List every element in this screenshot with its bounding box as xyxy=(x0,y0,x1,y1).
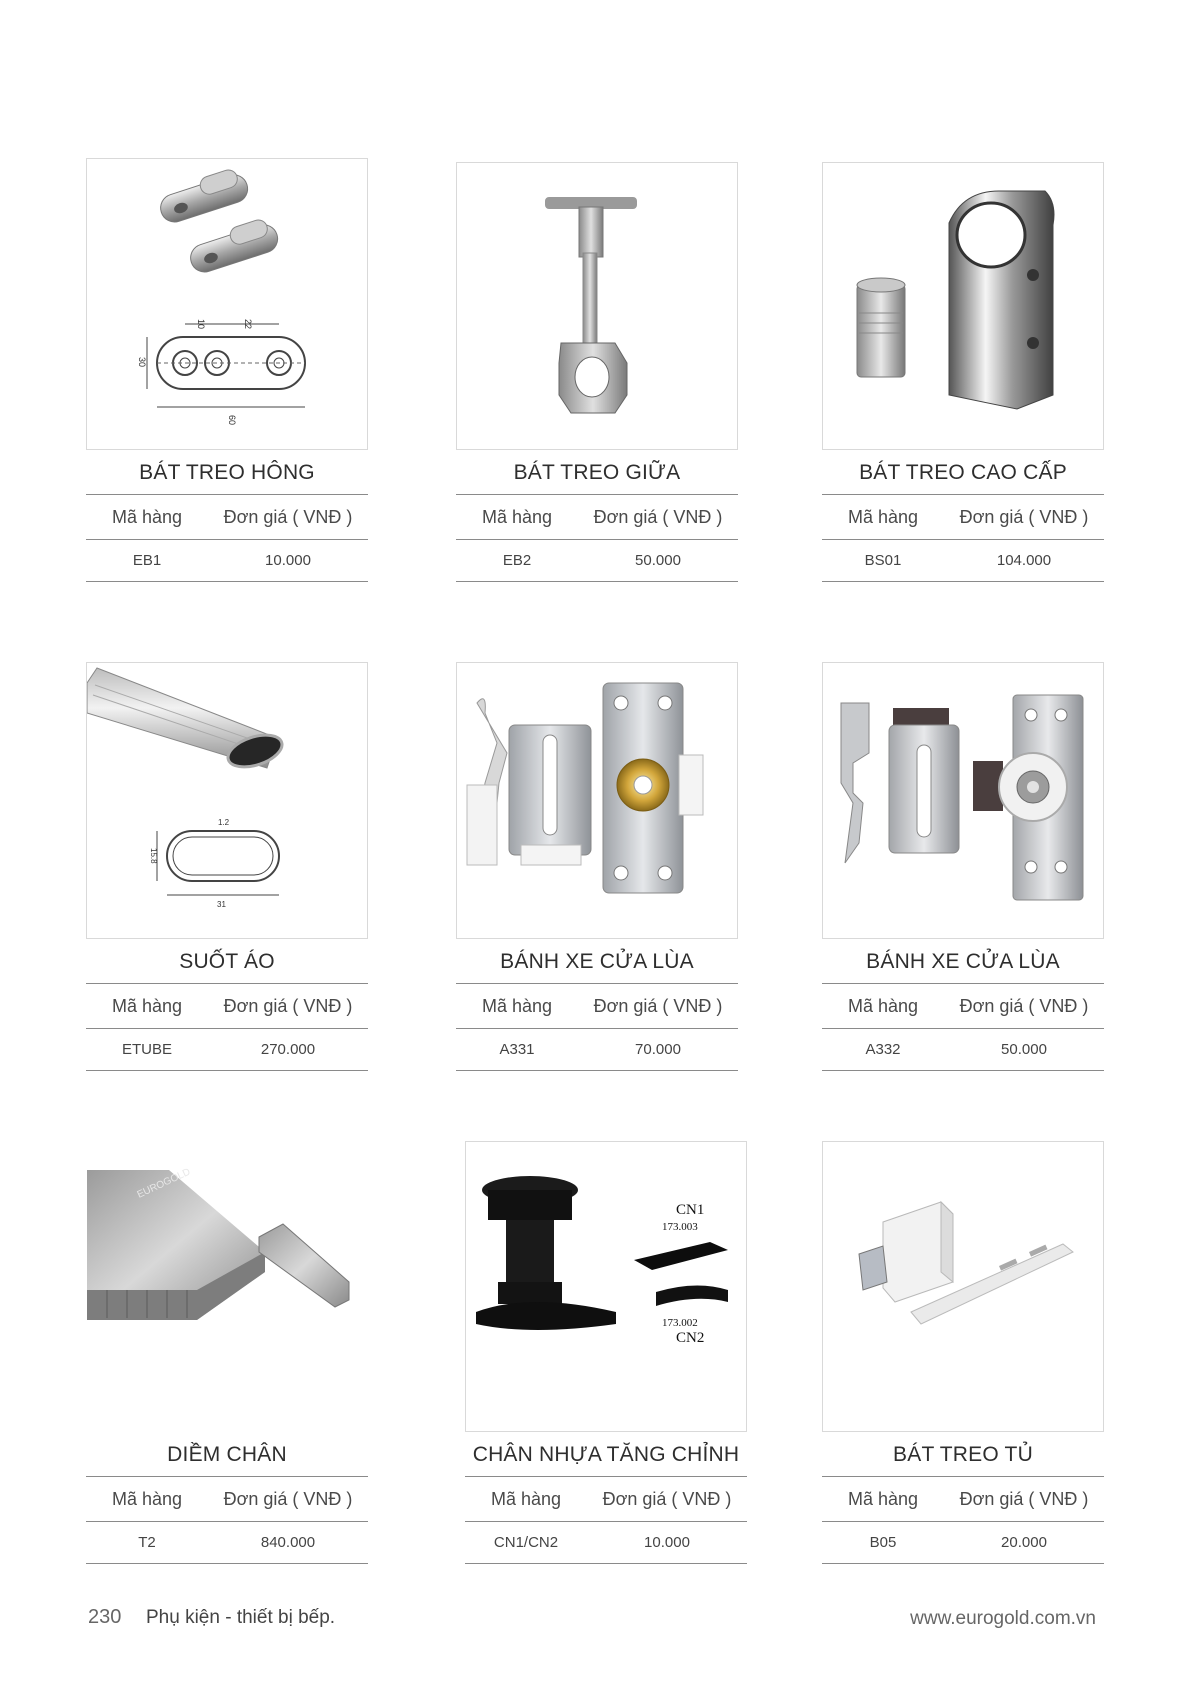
product-code: T2 xyxy=(138,1534,156,1551)
dimension-label: 15.8 xyxy=(149,848,158,864)
product-image xyxy=(822,1141,1104,1432)
roller-icon xyxy=(823,663,1103,938)
product-card xyxy=(465,1141,747,1564)
plastic-leg-icon xyxy=(466,1142,746,1431)
product-card xyxy=(86,1141,368,1564)
oval-tube-icon xyxy=(87,663,367,938)
table-header xyxy=(465,1477,747,1522)
price-column-header: Đơn giá ( VNĐ ) xyxy=(223,1489,353,1509)
table-row xyxy=(86,1522,368,1564)
code-column-header: Mã hàng xyxy=(111,1489,183,1509)
plinth-panel-icon xyxy=(87,1142,367,1431)
table-row xyxy=(465,1522,747,1564)
dimension-label: 30 xyxy=(137,357,147,368)
dimension-label: 1.2 xyxy=(218,818,230,827)
product-card xyxy=(456,162,738,582)
product-name: DIỀM CHÂN xyxy=(86,1432,368,1477)
product-image xyxy=(86,158,368,450)
table-row xyxy=(822,1029,1104,1071)
product-name: BÁT TREO HÔNG xyxy=(86,450,368,495)
price-column-header: Đơn giá ( VNĐ ) xyxy=(602,1489,732,1509)
table-row xyxy=(456,1029,738,1071)
part-label-cn1: CN1 xyxy=(676,1202,705,1218)
product-name: BÁT TREO GIỮA xyxy=(456,450,738,495)
product-price: 10.000 xyxy=(644,1534,690,1551)
product-card xyxy=(822,162,1104,582)
product-card xyxy=(86,158,368,582)
price-column-header: Đơn giá ( VNĐ ) xyxy=(593,996,723,1016)
product-price: 50.000 xyxy=(1001,1041,1047,1058)
table-header xyxy=(86,984,368,1029)
watermark: EUROGOLD xyxy=(135,1166,193,1201)
cabinet-bracket-icon xyxy=(823,1142,1103,1431)
product-price: 104.000 xyxy=(996,552,1052,569)
price-column-header: Đơn giá ( VNĐ ) xyxy=(223,507,353,527)
product-image xyxy=(456,662,738,939)
product-price: 840.000 xyxy=(260,1534,316,1551)
product-code: EB1 xyxy=(132,552,162,569)
chrome-bracket-icon xyxy=(823,163,1103,449)
code-column-header: Mã hàng xyxy=(481,996,553,1016)
product-price: 10.000 xyxy=(265,552,311,569)
product-image xyxy=(822,662,1104,939)
section-title: Phụ kiện - thiết bị bếp. xyxy=(146,1607,336,1628)
product-price: 50.000 xyxy=(635,552,681,569)
product-code: EB2 xyxy=(502,552,532,569)
part-number: 173.003 xyxy=(662,1221,698,1233)
page-number: 230 xyxy=(88,1606,122,1628)
table-header xyxy=(822,495,1104,540)
product-card xyxy=(822,1141,1104,1564)
table-row xyxy=(822,540,1104,582)
product-code: B05 xyxy=(869,1534,897,1551)
product-name: BÁT TREO TỦ xyxy=(822,1432,1104,1477)
table-row xyxy=(86,540,368,582)
product-name: BÁNH XE CỬA LÙA xyxy=(456,939,738,984)
product-code: A332 xyxy=(865,1041,901,1058)
dimension-label: 31 xyxy=(217,900,226,909)
price-column-header: Đơn giá ( VNĐ ) xyxy=(593,507,723,527)
product-image xyxy=(822,162,1104,450)
product-name: BÁNH XE CỬA LÙA xyxy=(822,939,1104,984)
table-row xyxy=(456,540,738,582)
product-image xyxy=(86,662,368,939)
product-name: BÁT TREO CAO CẤP xyxy=(822,450,1104,495)
table-row xyxy=(822,1522,1104,1564)
code-column-header: Mã hàng xyxy=(111,507,183,527)
product-card xyxy=(822,662,1104,1071)
product-image xyxy=(86,1141,368,1432)
product-price: 20.000 xyxy=(1001,1534,1047,1551)
product-image xyxy=(465,1141,747,1432)
product-card xyxy=(456,662,738,1071)
product-price: 70.000 xyxy=(635,1041,681,1058)
bracket-drawing-icon xyxy=(87,159,367,449)
table-header xyxy=(822,1477,1104,1522)
price-column-header: Đơn giá ( VNĐ ) xyxy=(959,507,1089,527)
code-column-header: Mã hàng xyxy=(847,996,919,1016)
product-name: SUỐT ÁO xyxy=(86,939,368,984)
product-name: CHÂN NHỰA TĂNG CHỈNH xyxy=(465,1432,747,1477)
product-code: CN1/CN2 xyxy=(493,1534,559,1551)
code-column-header: Mã hàng xyxy=(481,507,553,527)
dimension-label: 22 xyxy=(243,319,253,330)
product-code: ETUBE xyxy=(121,1041,172,1058)
product-code: A331 xyxy=(499,1041,535,1058)
code-column-header: Mã hàng xyxy=(847,507,919,527)
product-card xyxy=(86,662,368,1071)
table-header xyxy=(456,495,738,540)
table-header xyxy=(86,1477,368,1522)
price-column-header: Đơn giá ( VNĐ ) xyxy=(223,996,353,1016)
table-header xyxy=(456,984,738,1029)
code-column-header: Mã hàng xyxy=(847,1489,919,1509)
part-number: 173.002 xyxy=(662,1317,698,1329)
dimension-label: 10 xyxy=(196,319,206,330)
part-label-cn2: CN2 xyxy=(676,1330,705,1346)
price-column-header: Đơn giá ( VNĐ ) xyxy=(959,996,1089,1016)
product-price: 270.000 xyxy=(260,1041,316,1058)
table-header xyxy=(86,495,368,540)
website-link[interactable]: www.eurogold.com.vn xyxy=(910,1608,1096,1629)
code-column-header: Mã hàng xyxy=(111,996,183,1016)
price-column-header: Đơn giá ( VNĐ ) xyxy=(959,1489,1089,1509)
roller-icon xyxy=(457,663,737,938)
product-image xyxy=(456,162,738,450)
code-column-header: Mã hàng xyxy=(490,1489,562,1509)
dimension-label: 60 xyxy=(227,415,237,426)
center-bracket-icon xyxy=(457,163,737,449)
table-row xyxy=(86,1029,368,1071)
product-code: BS01 xyxy=(864,552,902,569)
table-header xyxy=(822,984,1104,1029)
